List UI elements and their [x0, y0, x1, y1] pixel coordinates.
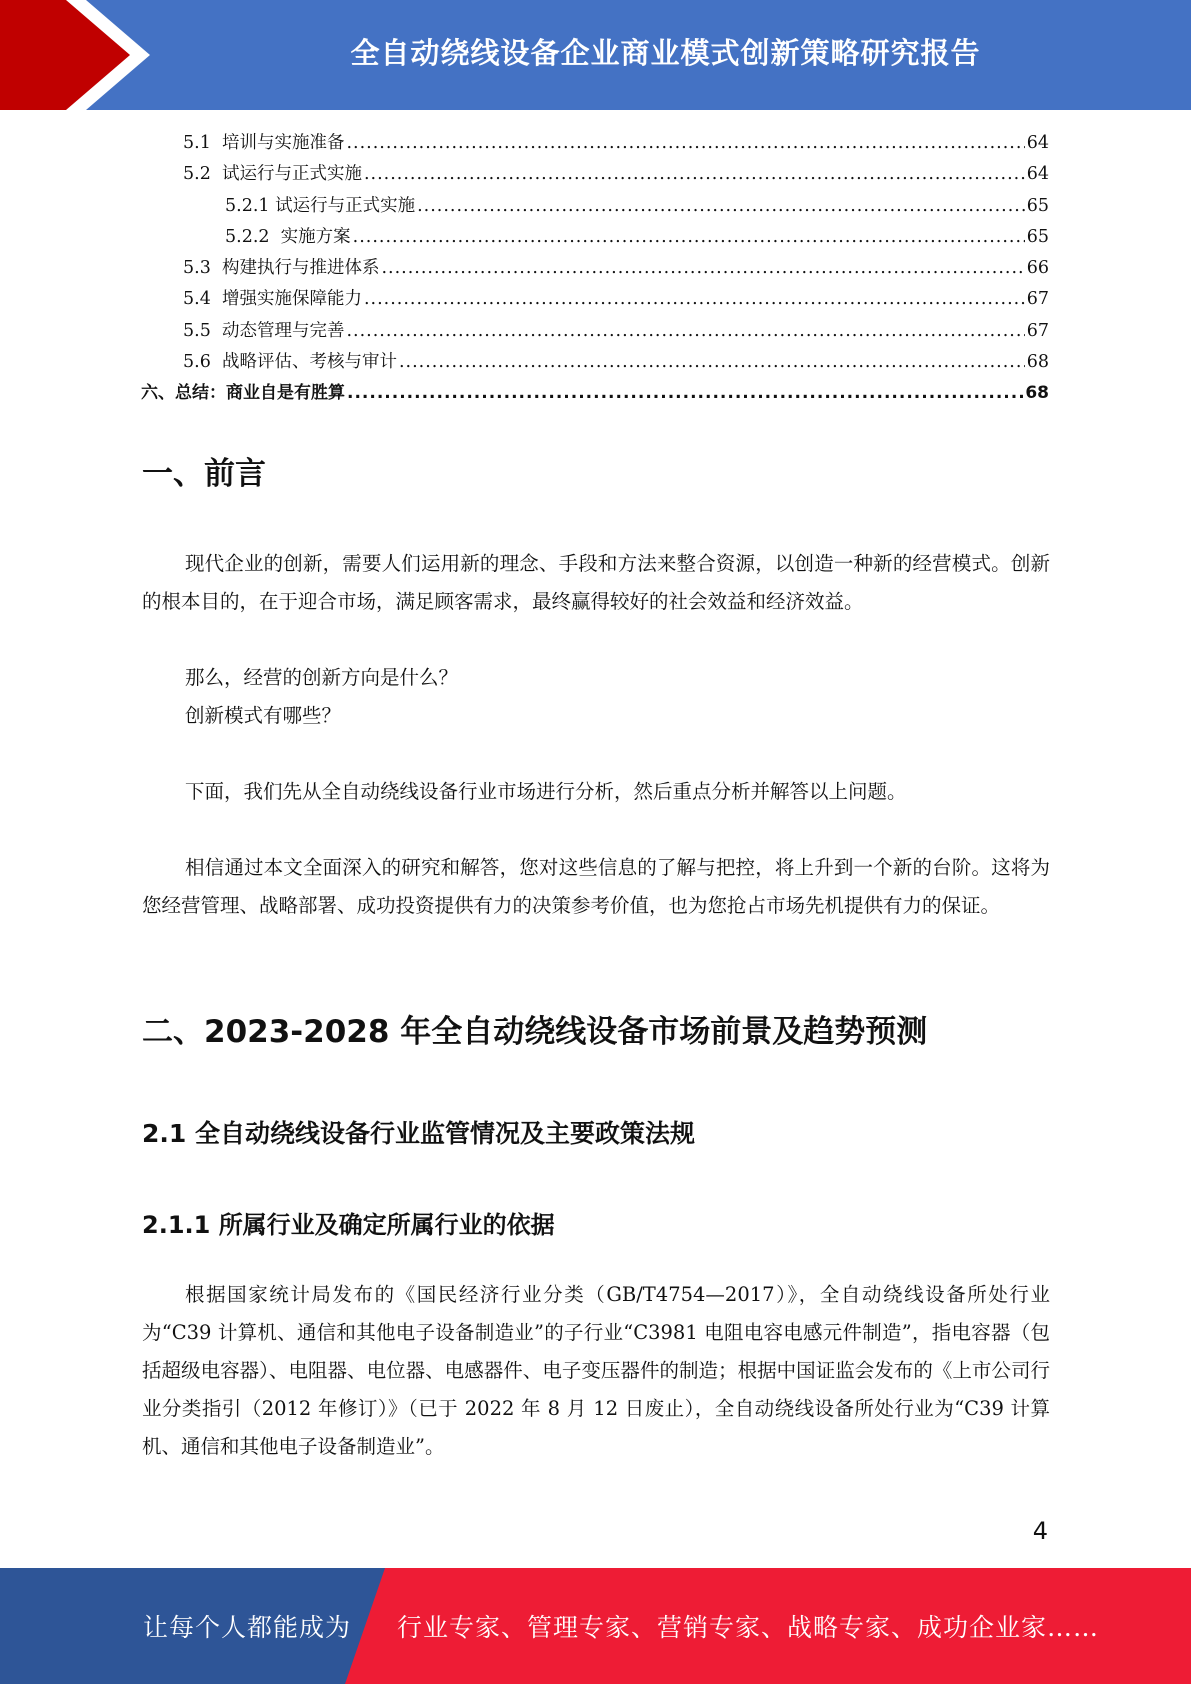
- toc-leader-dots: [364, 284, 1025, 315]
- preface-paragraph-2: 下面，我们先从全自动绕线设备行业市场进行分析，然后重点分析并解答以上问题。: [185, 780, 907, 803]
- toc-entry[interactable]: [141, 159, 1049, 190]
- toc-leader-dots: [399, 347, 1025, 378]
- toc-entry-page: 68: [1026, 352, 1049, 373]
- subsection-heading-2-1: 2.1 全自动绕线设备行业监管情况及主要政策法规: [142, 1119, 695, 1148]
- toc-entry-title: 5.2 试运行与正式实施: [183, 164, 362, 185]
- toc-entry-page: 68: [1025, 383, 1049, 404]
- preface-paragraph-1: 现代企业的创新，需要人们运用新的理念、手段和方法来整合资源，以创造一种新的经营模式。创新的根本目的，在于迎合市场，满足顾客需求，最终赢得较好的社会效益和经济效益。: [142, 552, 1050, 613]
- toc-entry[interactable]: [141, 284, 1049, 315]
- toc-entry-page: 64: [1026, 164, 1049, 185]
- page-number: 4: [1032, 1517, 1048, 1545]
- toc-leader-dots: [347, 378, 1023, 409]
- toc-entry-title: 5.2.2 实施方案: [225, 226, 351, 247]
- table-of-contents: [141, 128, 1049, 410]
- toc-entry[interactable]: [141, 191, 1049, 222]
- footer-slogan-left: 让每个人都能成为: [143, 1613, 352, 1642]
- toc-leader-dots: [346, 316, 1024, 347]
- toc-leader-dots: [346, 128, 1024, 159]
- toc-leader-dots: [381, 253, 1024, 284]
- section-heading-market-outlook: 二、2023-2028 年全自动绕线设备市场前景及趋势预测: [142, 1014, 928, 1050]
- toc-entry[interactable]: [141, 128, 1049, 159]
- toc-entry-page: 66: [1026, 258, 1049, 279]
- toc-leader-dots: [353, 222, 1025, 253]
- preface-question-1: 那么，经营的创新方向是什么？: [185, 666, 459, 689]
- toc-entry[interactable]: [141, 316, 1049, 347]
- preface-paragraph-3: 相信通过本文全面深入的研究和解答，您对这些信息的了解与把控，将上升到一个新的台阶。这将为您经营管理、战略部署、成功投资提供有力的决策参考价值，也为您抢占市场先机提供有力的保证。: [142, 856, 1050, 917]
- page-footer: [0, 1568, 1191, 1684]
- toc-entry-title: 5.6 战略评估、考核与审计: [183, 352, 397, 373]
- footer-slogan-right: 行业专家、管理专家、营销专家、战略专家、成功企业家……: [397, 1613, 1100, 1642]
- page-header: [0, 0, 1191, 110]
- toc-entry[interactable]: [141, 347, 1049, 378]
- toc-entry-page: 67: [1026, 289, 1049, 310]
- toc-entry-page: 64: [1026, 133, 1049, 153]
- toc-entry-page: 67: [1026, 320, 1049, 341]
- subsection-heading-2-1-1: 2.1.1 所属行业及确定所属行业的依据: [142, 1211, 555, 1239]
- toc-entry-page: 65: [1026, 195, 1049, 216]
- toc-leader-dots: [364, 159, 1025, 190]
- toc-entry-title: 5.1 培训与实施准备: [183, 133, 345, 153]
- toc-entry[interactable]: [141, 378, 1049, 409]
- toc-entry-title: 5.4 增强实施保障能力: [183, 289, 362, 310]
- industry-classification-paragraph: 根据国家统计局发布的《国民经济行业分类（GB/T4754—2017）》，全自动绕线设备所处行业为“C39 计算机、通信和其他电子设备制造业”的子行业“C3981 电阻电容电感元件制造”，指电容器（包括超级电容器）、电阻器、电位器、电感器件、电子变压器件的制造；根据中国证监会发布的《上市公司行业分类指引（2012 年修订）》（已于 2022 年 8 月 12 日废止），全自动绕线设备所处行业为“C39 计算机、通信和其他电子设备制造业”。: [142, 1283, 1050, 1458]
- preface-question-2: 创新模式有哪些？: [185, 704, 342, 727]
- toc-entry-title: 六、总结：商业自是有胜算: [141, 383, 345, 404]
- toc-entry-title: 5.2.1 试运行与正式实施: [225, 195, 416, 216]
- toc-entry-title: 5.3 构建执行与推进体系: [183, 258, 380, 279]
- toc-leader-dots: [417, 191, 1025, 222]
- toc-entry[interactable]: [141, 222, 1049, 253]
- report-title: 全自动绕线设备企业商业模式创新策略研究报告: [350, 35, 981, 70]
- toc-entry-page: 65: [1026, 226, 1049, 247]
- toc-entry-title: 5.5 动态管理与完善: [183, 320, 345, 341]
- section-heading-preface: 一、前言: [142, 456, 266, 492]
- toc-entry[interactable]: [141, 253, 1049, 284]
